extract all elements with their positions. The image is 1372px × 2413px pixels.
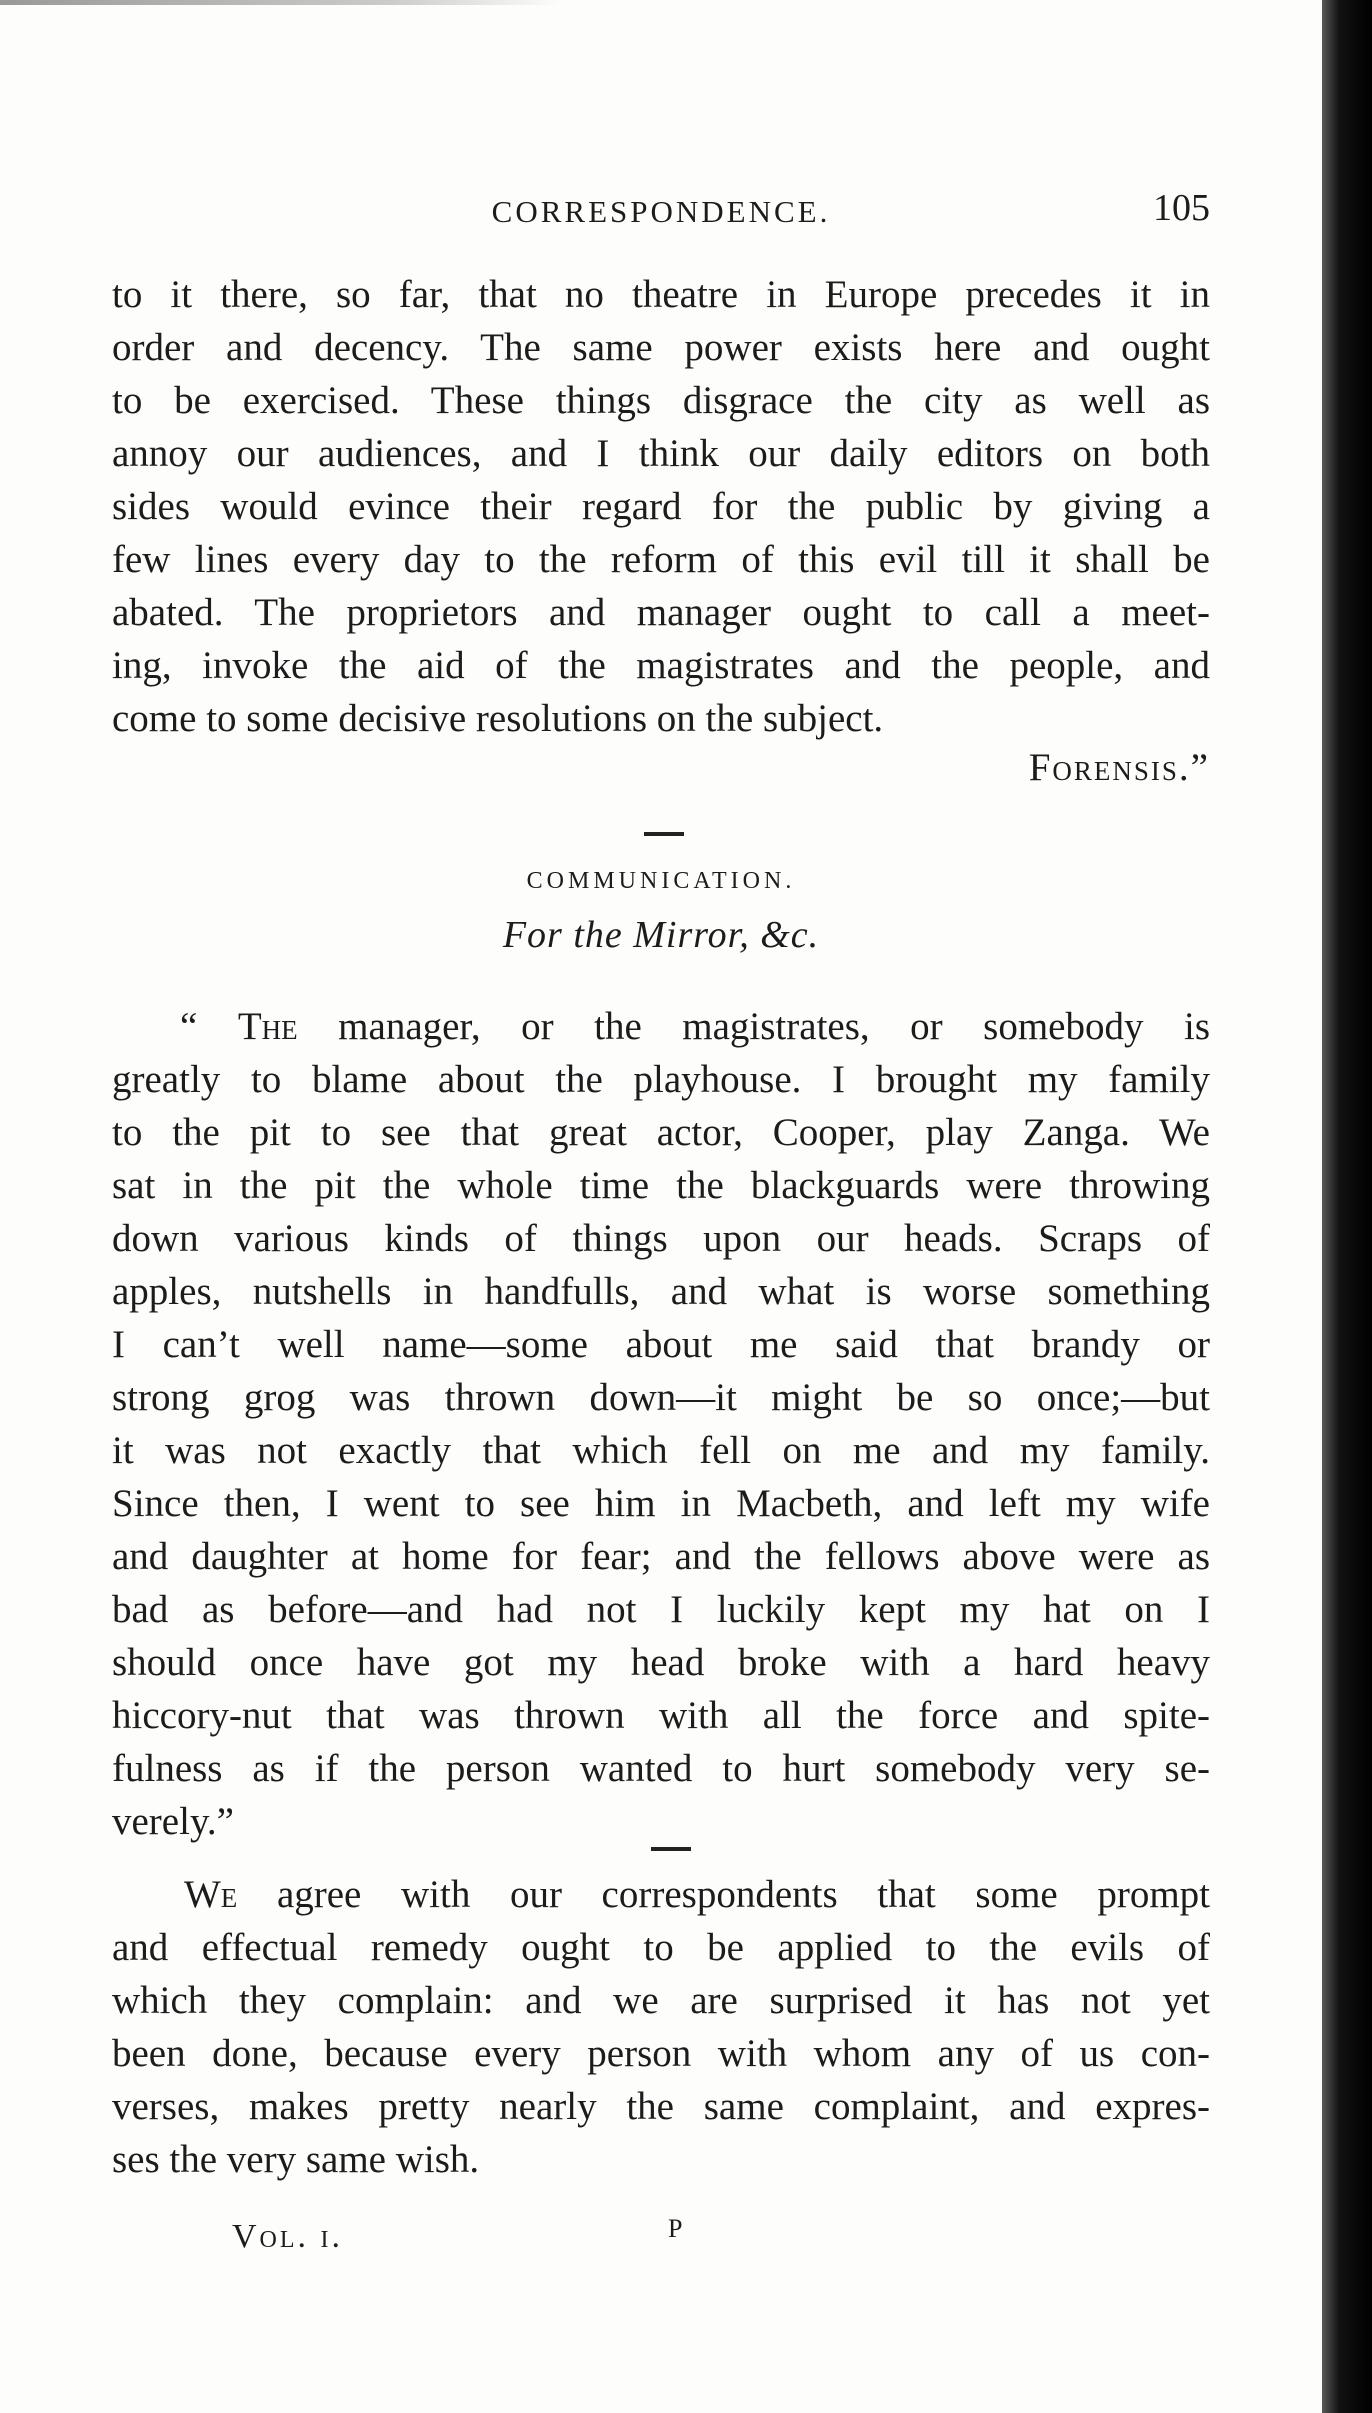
text-line: I can’t well name—some about me said that brandy or: [112, 1323, 1210, 1366]
text-line: sides would evince their regard for the public by giving a: [112, 485, 1210, 528]
text-line: abated. The proprietors and manager ought to call a meet-: [112, 591, 1210, 634]
text-line: apples, nutshells in handfulls, and what is worse something: [112, 1270, 1210, 1313]
text-line: to it there, so far, that no theatre in Europe precedes it in: [112, 273, 1210, 316]
text-line: greatly to blame about the playhouse. I brought my family: [112, 1058, 1210, 1101]
section-divider: [644, 832, 684, 836]
text-line: to the pit to see that great actor, Cooper, play Zanga. We: [112, 1111, 1210, 1154]
communication-letter: [112, 1000, 1210, 1848]
first-line-rest: agree with our correspondents that some prompt: [237, 1873, 1210, 1916]
volume-marker: Vol. i.: [232, 2218, 344, 2255]
running-head: [112, 186, 1210, 236]
text-line: order and decency. The same power exists here and ought: [112, 326, 1210, 369]
running-title: CORRESPONDENCE.: [491, 194, 831, 229]
text-line: strong grog was thrown down—it might be so once;—but: [112, 1376, 1210, 1419]
text-line: sat in the pit the whole time the blackguards were throwing: [112, 1164, 1210, 1207]
page-number: 105: [1153, 187, 1210, 229]
continued-letter: [112, 268, 1210, 745]
text-line: down various kinds of things upon our heads. Scraps of: [112, 1217, 1210, 1260]
text-line: hiccory-nut that was thrown with all the force and spite-: [112, 1694, 1210, 1737]
text-line: fulness as if the person wanted to hurt somebody very se-: [112, 1747, 1210, 1790]
text-line: and effectual remedy ought to be applied to the evils of: [112, 1926, 1210, 1969]
text-line: annoy our audiences, and I think our daily editors on both: [112, 432, 1210, 475]
text-line: been done, because every person with whom any of us con-: [112, 2032, 1210, 2075]
text-line: and daughter at home for fear; and the fellows above were as: [112, 1535, 1210, 1578]
signature-forensis: Forensis.”: [1028, 746, 1210, 789]
text-line: come to some decisive resolutions on the subject.: [112, 697, 884, 740]
text-line: verses, makes pretty nearly the same complaint, and expres-: [112, 2085, 1210, 2128]
text-line: which they complain: and we are surprised it has not yet: [112, 1979, 1210, 2022]
opening-word: The: [237, 1005, 298, 1048]
text-line: bad as before—and had not I luckily kept my hat on I: [112, 1588, 1210, 1631]
editorial-reply: [112, 1868, 1210, 2186]
text-line: should once have got my head broke with a hard heavy: [112, 1641, 1210, 1684]
text-line: few lines every day to the reform of this evil till it shall be: [112, 538, 1210, 581]
first-line-rest: manager, or the magistrates, or somebody is: [297, 1005, 1210, 1048]
text-line-first: [112, 1868, 1210, 1921]
text-line: to be exercised. These things disgrace the city as well as: [112, 379, 1210, 422]
text-line: ing, invoke the aid of the magistrates and the people, and: [112, 644, 1210, 687]
text-line: Since then, I went to see him in Macbeth, and left my wife: [112, 1482, 1210, 1525]
section-heading: COMMUNICATION.: [526, 868, 796, 894]
signature-mark: P: [668, 2214, 683, 2243]
section-divider: [651, 1847, 691, 1851]
scan-right-edge: [1322, 0, 1372, 2413]
section-subheading: For the Mirror, &c.: [502, 914, 820, 956]
text-line: ses the very same wish.: [112, 2138, 480, 2181]
text-line: verely.”: [112, 1800, 234, 1843]
opening-quote: “: [180, 1005, 238, 1048]
opening-word: We: [184, 1873, 238, 1916]
text-line-first: [112, 1000, 1210, 1053]
text-line: it was not exactly that which fell on me and my family.: [112, 1429, 1210, 1472]
scan-top-edge: [0, 0, 560, 5]
